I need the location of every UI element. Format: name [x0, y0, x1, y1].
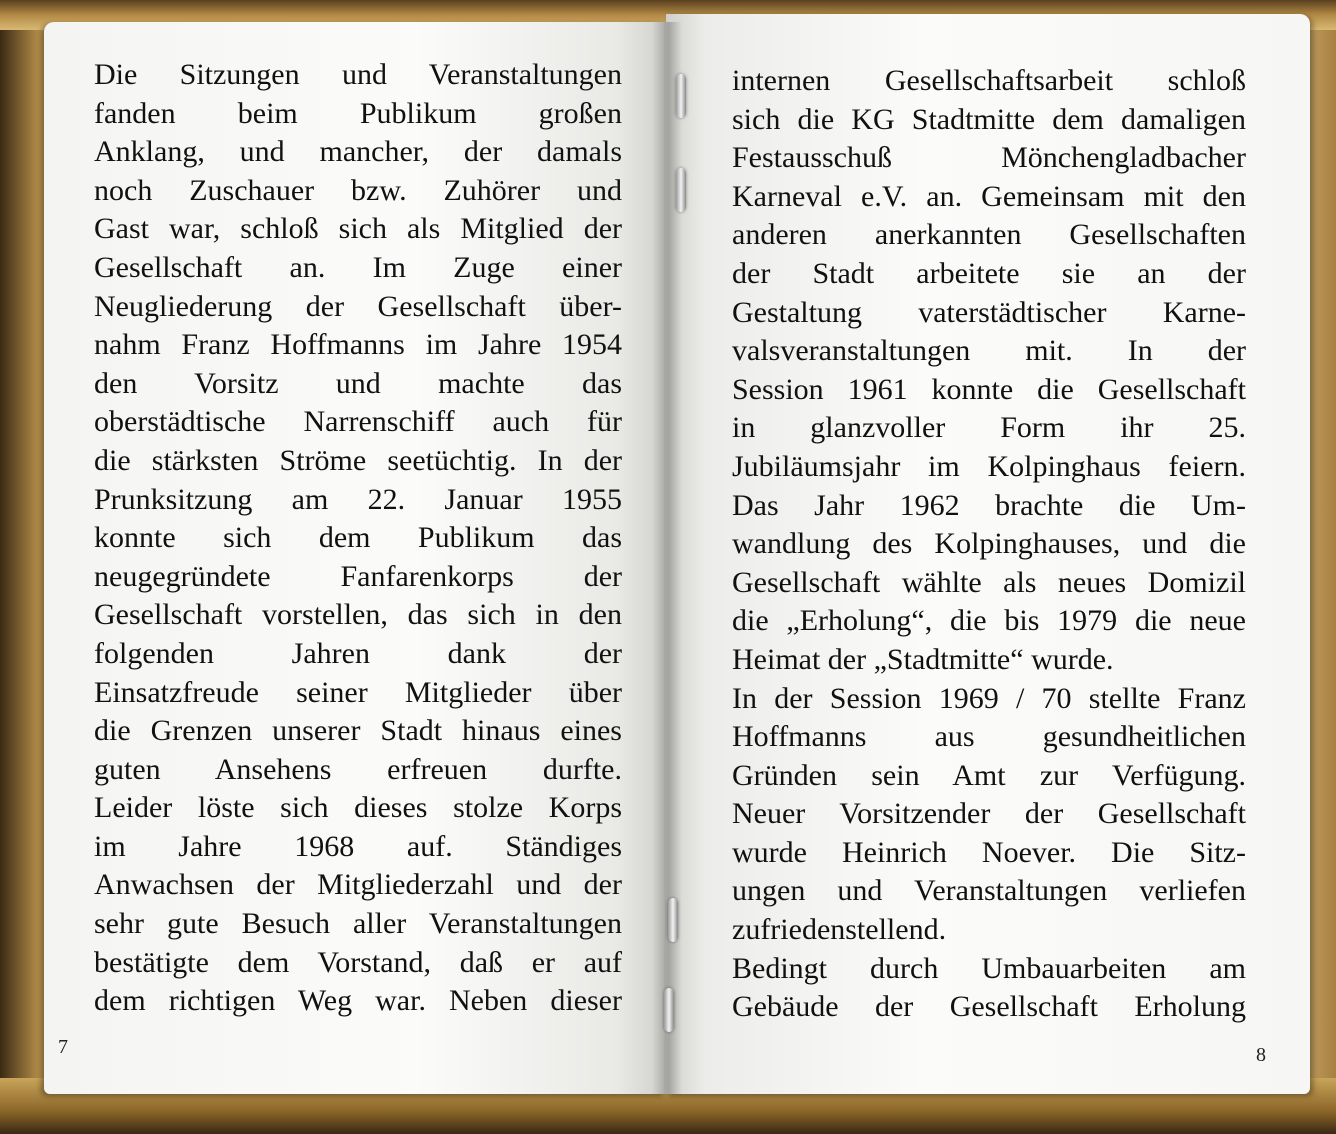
text-line: nahm Franz Hoffmanns im Jahre 1954 [94, 328, 622, 362]
text-line: sich die KG Stadtmitte dem damaligen [732, 102, 1246, 136]
text-line: Bedingt durch Umbauarbeiten am [732, 951, 1246, 985]
text-line: Leider löste sich dieses stolze Korps [94, 791, 622, 825]
text-line: internen Gesellschaftsarbeit schloß [732, 64, 1246, 97]
text-line: Karneval e.V. an. Gemeinsam mit den [732, 179, 1246, 213]
text-line: Einsatzfreude seiner Mitglieder über [94, 675, 622, 709]
text-line: Das Jahr 1962 brachte die Um- [732, 488, 1246, 522]
text-line: fanden beim Publikum großen [94, 96, 622, 130]
text-line: Die Sitzungen und Veranstaltungen [94, 58, 622, 91]
text-line: Festausschuß Mönchengladbacher [732, 141, 1246, 175]
text-line: Anwachsen der Mitgliederzahl und der [94, 868, 622, 902]
text-line: ungen und Veranstaltungen verliefen [732, 874, 1246, 908]
text-line: Gast war, schloß sich als Mitglied der [94, 212, 622, 246]
text-line: Heimat der „Stadtmitte“ wurde. [732, 642, 1114, 676]
text-line: Neuer Vorsitzender der Gesellschaft [732, 797, 1246, 831]
text-line: in glanzvoller Form ihr 25. [732, 411, 1246, 445]
right-page [666, 14, 1310, 1094]
text-line: neugegründete Fanfarenkorps der [94, 559, 622, 593]
text-line: bestätigte dem Vorstand, daß er auf [94, 945, 622, 979]
text-line: die stärksten Ströme seetüchtig. In der [94, 443, 622, 477]
page-number-left: 7 [58, 1036, 68, 1058]
text-line: oberstädtische Narrenschiff auch für [94, 405, 622, 439]
text-line: der Stadt arbeitete sie an der [732, 256, 1246, 290]
text-line: folgenden Jahren dank der [94, 636, 622, 670]
text-line: den Vorsitz und machte das [94, 366, 622, 400]
text-line: noch Zuschauer bzw. Zuhörer und [94, 173, 622, 207]
left-page-text [94, 56, 622, 1021]
text-line: In der Session 1969 / 70 stellte Franz [732, 681, 1246, 715]
staple-bottom [664, 988, 674, 1032]
text-line: guten Ansehens erfreuen durfte. [94, 752, 622, 786]
text-line: Jubiläumsjahr im Kolpinghaus feiern. [732, 449, 1246, 483]
text-line: Gesellschaft an. Im Zuge einer [94, 250, 622, 284]
right-page-text [732, 62, 1246, 1027]
text-line: valsveranstaltungen mit. In der [732, 334, 1246, 368]
text-line: konnte sich dem Publikum das [94, 521, 622, 555]
text-line: dem richtigen Weg war. Neben dieser [94, 984, 622, 1018]
staple-upper [676, 168, 686, 212]
text-line: Neugliederung der Gesellschaft über- [94, 289, 622, 323]
page-number-right: 8 [1256, 1044, 1266, 1066]
text-line: Gründen sein Amt zur Verfügung. [732, 758, 1246, 792]
text-line: wandlung des Kolpinghauses, und die [732, 527, 1246, 561]
text-line: Anklang, und mancher, der damals [94, 135, 622, 169]
text-line: Gestaltung vaterstädtischer Karne- [732, 295, 1246, 329]
staple-top [676, 74, 686, 118]
text-line: die „Erholung“, die bis 1979 die neue [732, 604, 1246, 638]
text-line: Session 1961 konnte die Gesellschaft [732, 372, 1246, 406]
left-page [44, 22, 666, 1094]
text-line: wurde Heinrich Noever. Die Sitz- [732, 835, 1246, 869]
text-line: die Grenzen unserer Stadt hinaus eines [94, 714, 622, 748]
text-line: Gesellschaft wählte als neues Domizil [732, 565, 1246, 599]
text-line: im Jahre 1968 auf. Ständiges [94, 829, 622, 863]
text-line: Prunksitzung am 22. Januar 1955 [94, 482, 622, 516]
text-line: sehr gute Besuch aller Veranstaltungen [94, 907, 622, 941]
text-line: Gesellschaft vorstellen, das sich in den [94, 598, 622, 632]
text-line: Gebäude der Gesellschaft Erholung [732, 990, 1246, 1024]
staple-lower [668, 898, 678, 942]
text-line: Hoffmanns aus gesundheitlichen [732, 720, 1246, 754]
text-line: anderen anerkannten Gesellschaften [732, 218, 1246, 252]
text-line: zufriedenstellend. [732, 913, 947, 947]
